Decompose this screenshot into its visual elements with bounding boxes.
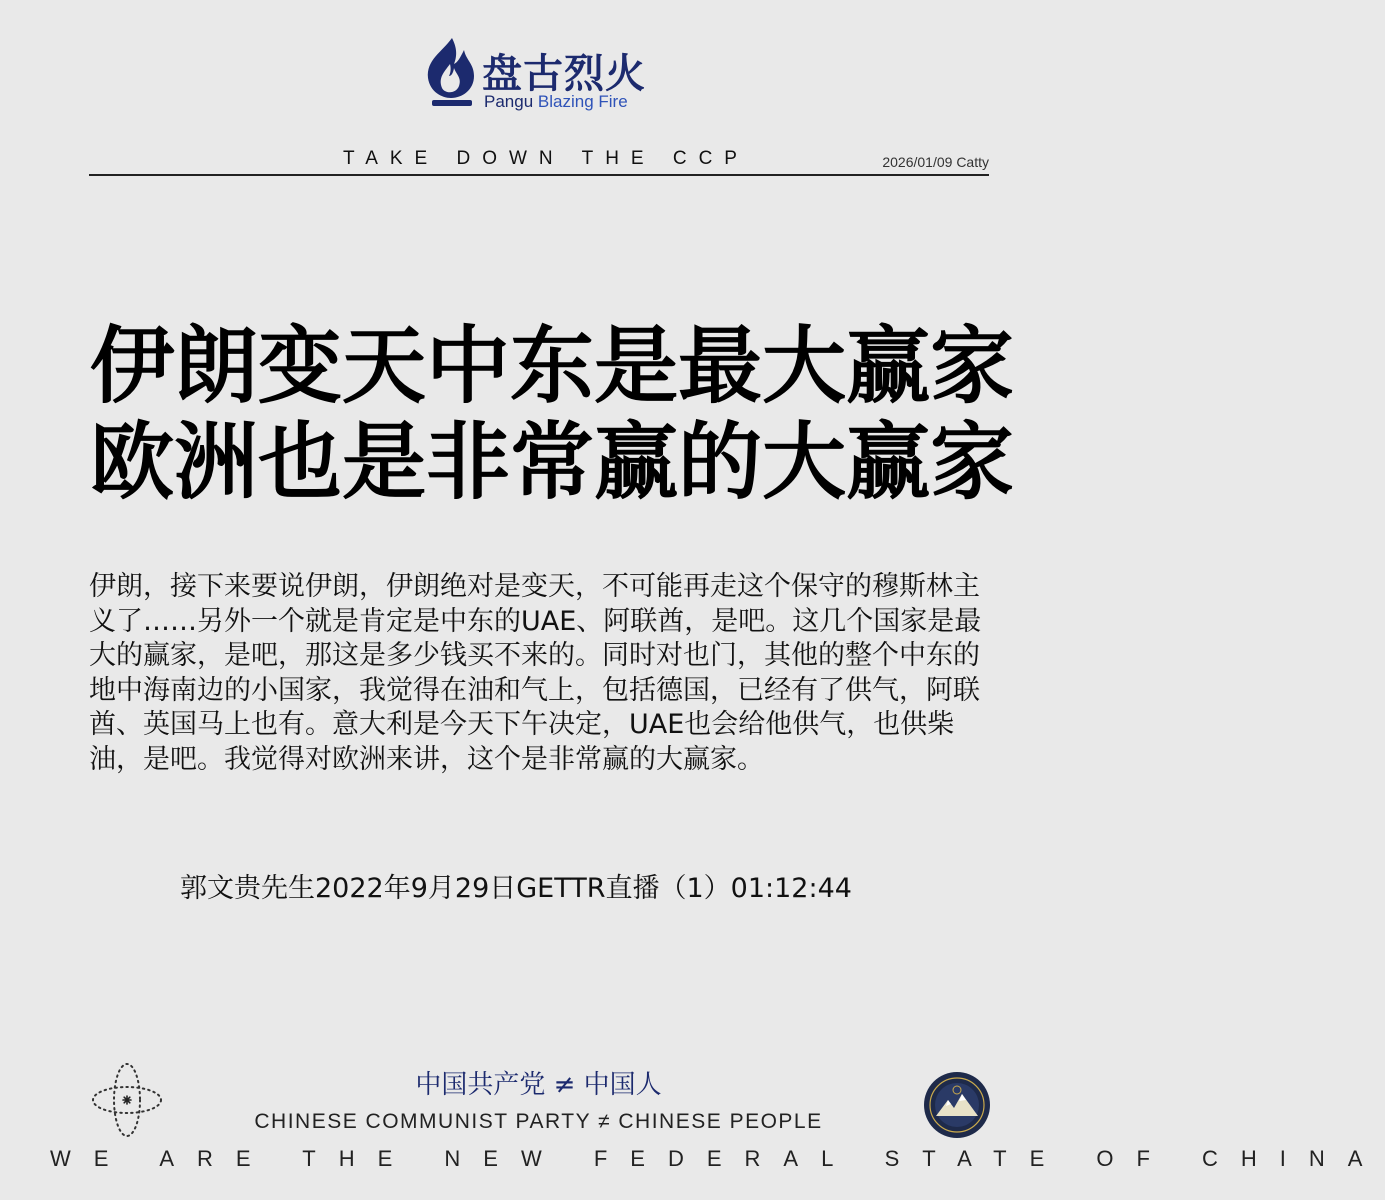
logo-english-word-pangu: Pangu — [484, 92, 534, 111]
footer-english-slogan: CHINESE COMMUNIST PARTY ≠ CHINESE PEOPLE — [254, 1110, 823, 1133]
headline-line-2: 欧洲也是非常赢的大赢家 — [90, 413, 1015, 511]
logo-english-word-blazing-fire: Blazing Fire — [537, 92, 628, 111]
logo-english-name — [484, 92, 628, 112]
headline-line-1: 伊朗变天中东是最大赢家 — [90, 317, 1015, 415]
flame-icon — [424, 34, 478, 112]
logo-chinese-name: 盘古烈火 — [482, 51, 646, 97]
source-citation: 郭文贵先生2022年9月29日GETTR直播（1）01:12:44 — [180, 873, 852, 904]
pangu-logo — [424, 34, 664, 114]
masthead — [89, 146, 989, 176]
footer-chinese-slogan: 中国共产党 ≠ 中国人 — [415, 1070, 662, 1100]
masthead-dateline: 2026/01/09 Catty — [882, 154, 989, 170]
headline — [90, 317, 1015, 511]
footer-motto: WE ARE THE NEW FEDERAL STATE OF CHINA — [50, 1146, 1385, 1171]
masthead-slogan: TAKE DOWN THE CCP — [343, 148, 749, 169]
body-paragraph: 伊朗，接下来要说伊朗，伊朗绝对是变天，不可能再走这个保守的穆斯林主义了……另外一个就是肯定是中东的UAE、阿联酋，是吧。这几个国家是最大的赢家，是吧，那这是多少钱买不来的。同时对也门，其他的整个中东的地中海南边的小国家，我觉得在油和气上，包括德国，已经有了供气，阿联酋、英国马上也有。意大利是今天下午决定，UAE也会给他供气，也供柴油，是吧。我觉得对欧洲来讲，这个是非常赢的大赢家。 — [89, 571, 982, 775]
